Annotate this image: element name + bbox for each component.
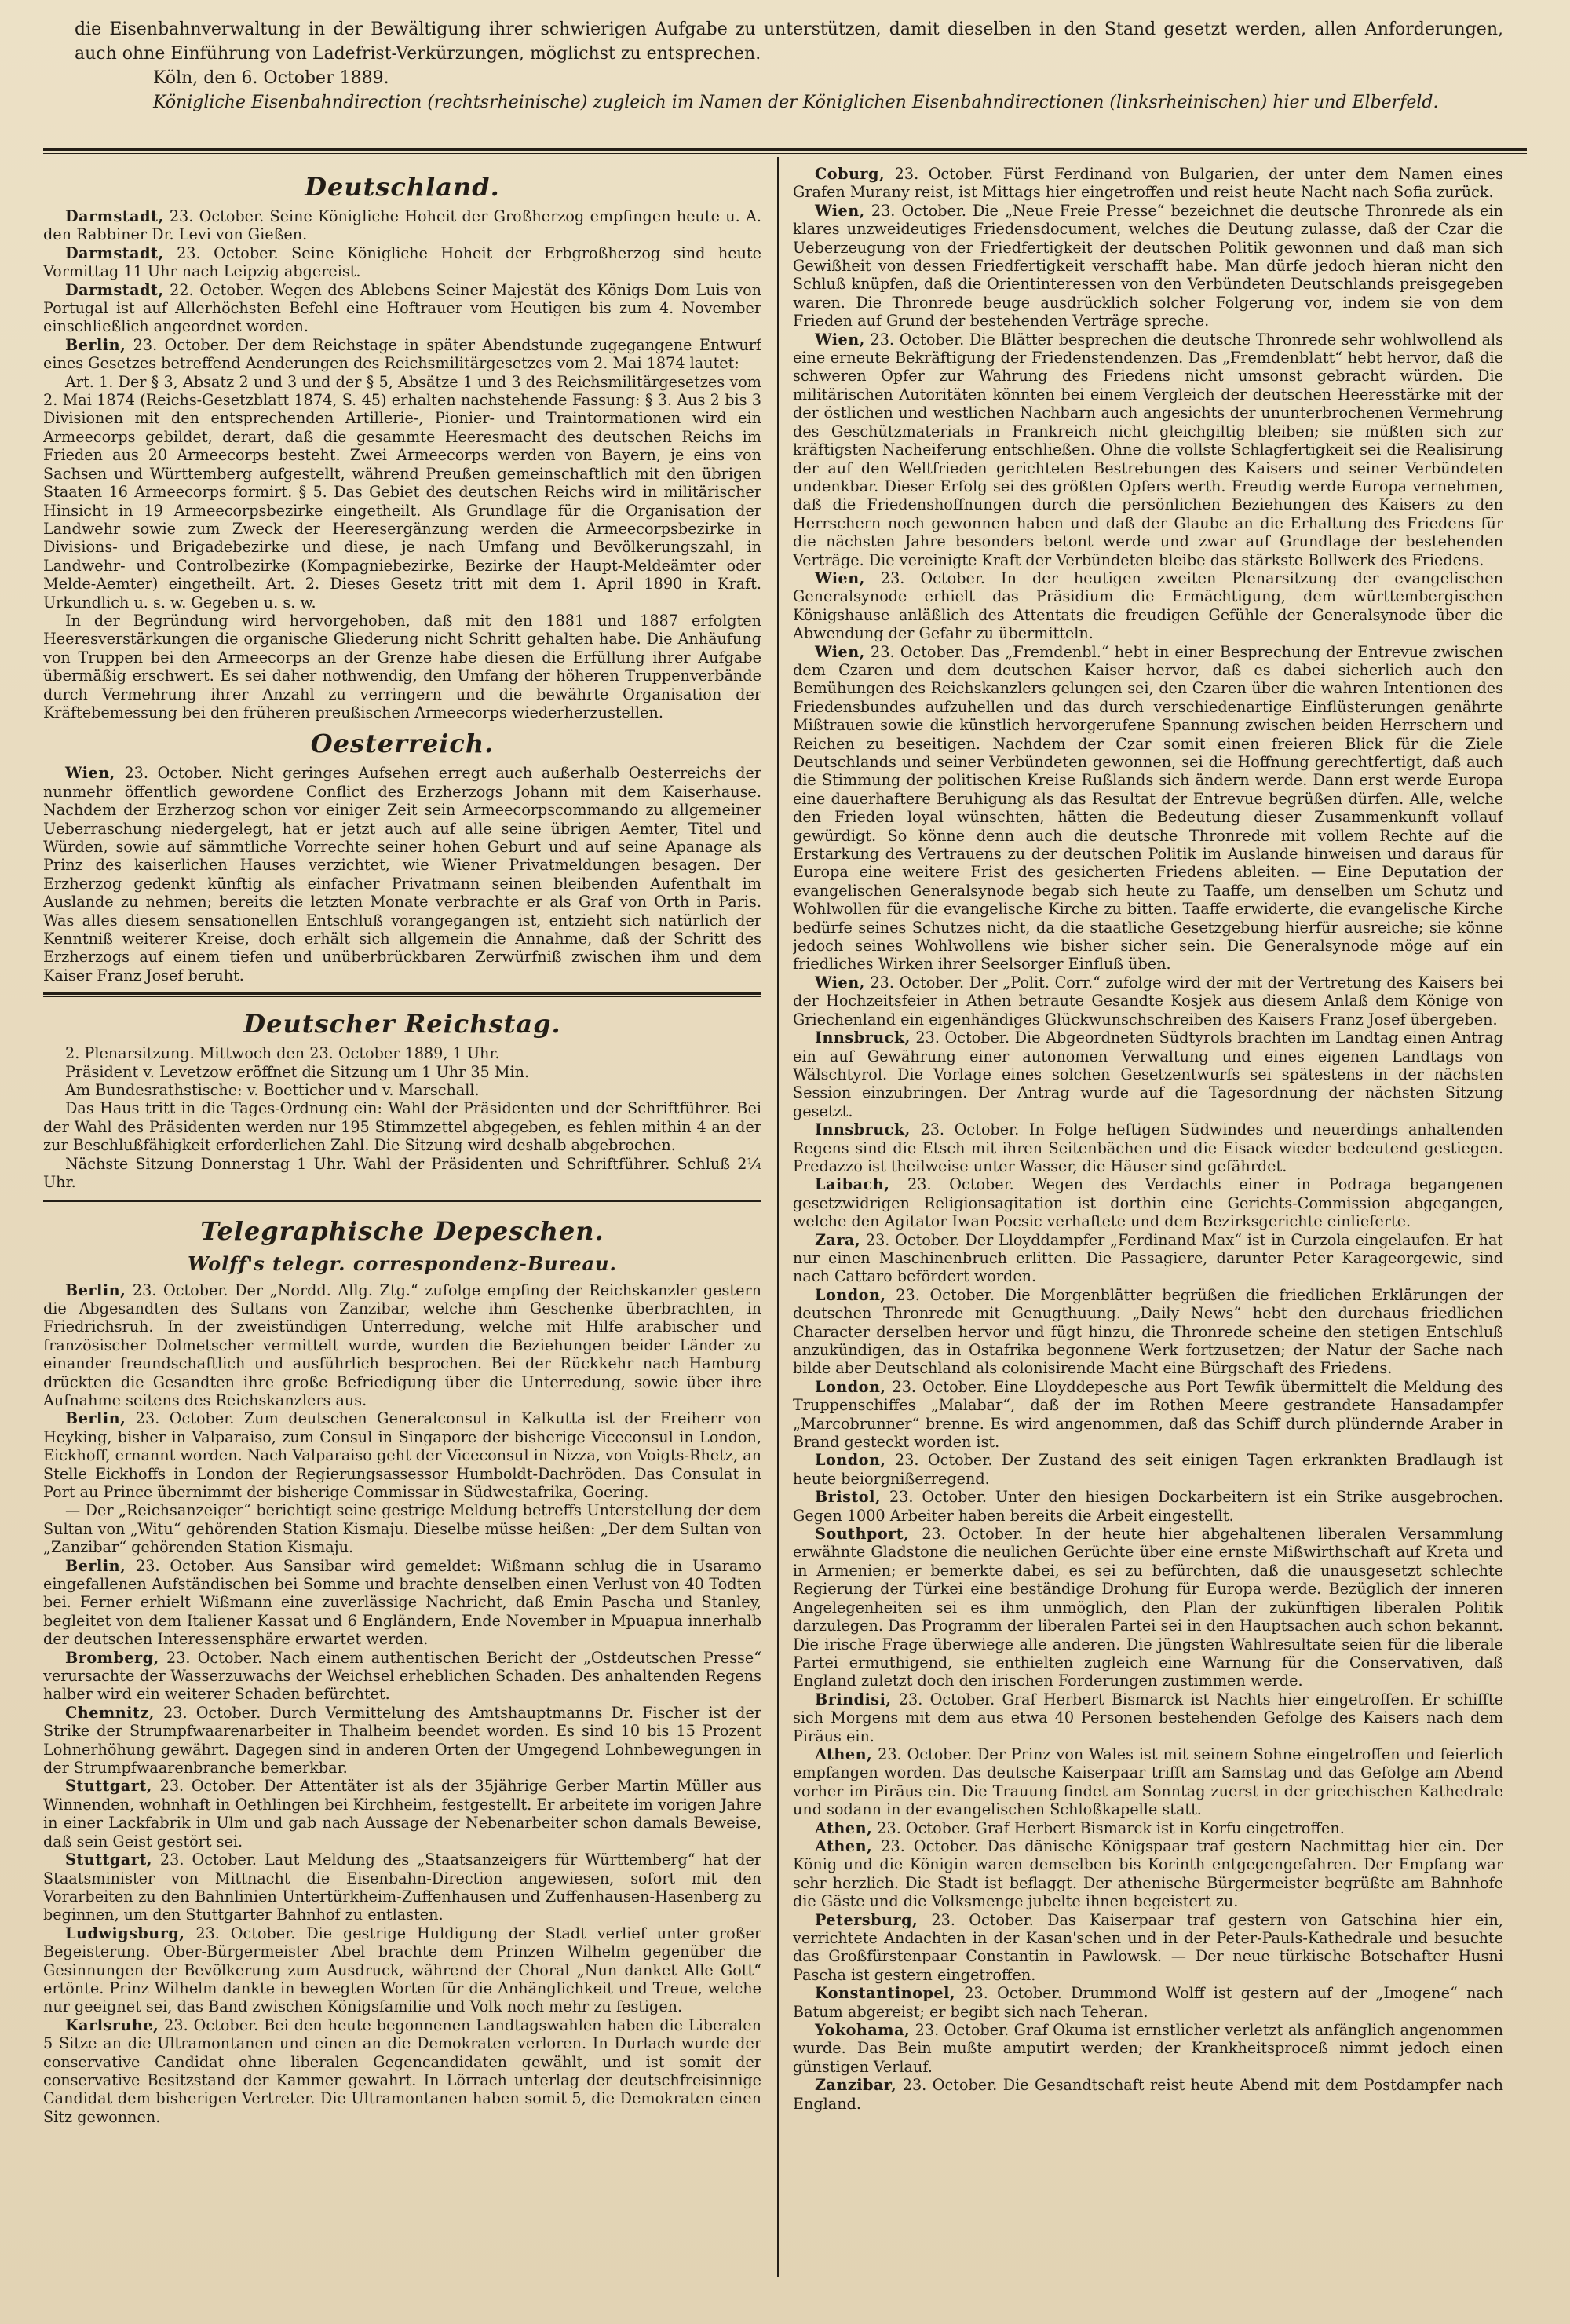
dispatch-place: Konstantinopel, [815,1984,956,2003]
section-heading-deutschland: Deutschland. [305,172,500,202]
dispatch-text: 23. October. Eine Lloyddepesche aus Port Tewfik übermittelt die Meldung des Truppenschiffes „Malabar“, daß der im Rothen Meere gestrandete Hansadampfer „Marcobrunner“ brenne. Es wird angenommen, daß das Schiff durch plündernde Araber in Brand gesteckt worden ist. [793,1377,1503,1452]
dispatch-item [793,569,1503,643]
dispatch-place: London, [815,1285,886,1304]
dispatch-item [43,244,761,281]
dispatch-text: 23. October. Nicht geringes Aufsehen erregt auch außerhalb Oesterreichs der nunmehr öffentlich gewordene Conflict des Erzherzogs Johann mit dem Kaiserhause. Nachdem der Erzherzog schon vor einiger Zeit sein Armeecorpscommando zu allgemeiner Ueberraschung niedergelegt, hat er jetzt auch auf alle seine übrigen Aemter, Titel und Würden, sowie auf sämmtliche Vorrechte seiner hohen Geburt und auf seine Apanage als Prinz des kaiserlichen Hauses verzichtet, wie Wiener Privatmeldungen besagen. Der Erzherzog gedenkt künftig als einfacher Privatmann seinen bleibenden Aufenthalt im Auslande zu nehmen; bereits die letzten Monate verbrachte er als Graf von Orth in Paris. Was alles diesem sensationellen Entschluß vorangegangen ist, entzieht sich natürlich der Kenntniß weiterer Kreise, doch erhält sich allgemein die Annahme, daß der Schritt des Erzherzogs auf einem tiefen und unüberbrückbaren Zerwürfniß zwischen ihm und dem Kaiser Franz Josef beruht. [43,764,761,985]
dispatch-text: 23. October. In der heute hier abgehaltenen liberalen Versammlung erwähnte Gladstone die neulichen Gerüchte über eine ernste Mißwirthschaft auf Kreta und in Armenien; er bemerkte dabei, es sei zu befürchten, daß die unausgesetzt schlechte Regierung der Türkei eine beständige Drohung für Europa werde. Bezüglich der inneren Angelegenheiten sei es ihm unmöglich, den Plan der zukünftigen liberalen Politik darzulegen. Das Programm der liberalen Partei sei in den Hauptsachen auch schon bekannt. Die irische Frage überwiege alle anderen. Die jüngsten Wahlresultate seien für die liberale Partei ermuthigend, sie enthielten zugleich eine Warnung für die Conservativen, daß England zuletzt doch den irischen Forderungen zustimmen werde. [793,1525,1503,1690]
dispatch-place: Athen, [815,1818,873,1837]
dispatch-item [43,1281,761,1410]
dispatch-place: Wien, [65,764,115,783]
reichstag-items [43,1044,761,1191]
dispatch-place: Brindisi, [815,1690,892,1708]
dispatch-item [793,1525,1503,1690]
dispatch-place: Chemnitz, [65,1703,155,1722]
dispatch-place: Zara, [815,1230,861,1249]
dispatch-item [793,1488,1503,1525]
dispatch-place: Innsbruck, [815,1029,911,1047]
reichstag-line: Am Bundesrathstische: v. Boetticher und v. Marschall. [65,1081,480,1100]
telegraph-items [43,1281,761,2127]
dispatch-text: In der Begründung wird hervorgehoben, daß mit den 1881 und 1887 erfolgten Heeresverstärkungen die organische Gliederung nicht Schritt gehalten habe. Die Anhäufung von Truppen bei den Armeecorps an der Grenze habe diesen die Erfüllung ihrer Aufgabe übermäßig erschwert. Es sei daher nothwendig, den Umfang der höheren Truppenverbände durch Vermehrung ihrer Anzahl zu verringern und die bewährte Organisation der Kräftebemessung bei den früheren preußischen Armeecorps wiederherzustellen. [43,611,761,722]
notice-authority: Königliche Eisenbahndirection (rechtsrheinische) zugleich im Namen der Königlichen Eisenbahndirectionen (linksrheinischen) hier und Elberfeld. [153,93,1439,112]
top-notice [75,17,1503,115]
dispatch-place: London, [815,1451,886,1470]
dispatch-text: 23. October. Der Zustand des seit einigen Tagen erkrankten Bradlaugh ist heute beiorgnißerregend. [793,1451,1503,1488]
dispatch-place: Bromberg, [65,1648,159,1667]
dispatch-text: 23. October. Der Attentäter ist als der 35jährige Gerber Martin Müller aus Winnenden, wohnhaft in Oethlingen bei Kirchheim, festgestellt. Er arbeitete im vorigen Jahre in einer Lackfabrik in Ulm und gab nach Aussage der Nebenarbeiter schon damals Beweise, daß sein Geist gestört sei. [43,1777,761,1851]
dispatch-place: Berlin, [65,1281,126,1299]
dispatch-item [793,165,1503,202]
dispatch-place: Berlin, [65,1409,126,1428]
dispatch-item [43,2016,761,2126]
dispatch-item [793,1286,1503,1378]
dispatch-text: 23. October. Laut Meldung des „Staatsanzeigers für Württemberg“ hat der Staatsminister von Mittnacht die Eisenbahn-Direction angewiesen, sofort mit den Vorarbeiten zu den Bahnlinien Untertürkheim-Zuffenhausen und Zuffenhausen-Hasenberg zu beginnen, um den Stuttgarter Bahnhof zu entlasten. [43,1851,761,1924]
dispatch-item [43,1851,761,1924]
dispatch-item [793,1231,1503,1286]
right-column [793,165,1503,2300]
dispatch-place: Berlin, [65,335,126,354]
dispatch-item [793,1911,1503,1985]
dispatch-item [43,1409,761,1501]
dispatch-place: Wien, [815,201,865,220]
dispatch-item [43,764,761,985]
deutschland-items [43,207,761,722]
dispatch-item [43,1557,761,1649]
dispatch-text: 23. October. Fürst Ferdinand von Bulgarien, der unter dem Namen eines Grafen Murany reist, ist Mittags hier eingetroffen und reist heute Nacht nach Sofia zurück. [793,165,1503,202]
left-column [43,165,761,2300]
dispatch-place: Wien, [815,642,865,661]
dispatch-place: Berlin, [65,1556,126,1575]
dispatch-place: Coburg, [815,165,885,183]
dispatch-place: Wien, [815,330,865,349]
dispatch-item [793,202,1503,331]
dispatch-text: 23. October. Nach einem authentischen Bericht der „Ostdeutschen Presse“ verursachte der Wasserzuwachs der Weichsel erheblichen Schaden. Des anhaltenden Regens halber wird ein weiterer Schaden befürchtet. [43,1648,761,1704]
dispatch-item [793,331,1503,569]
dispatch-item [793,1029,1503,1120]
dispatch-item [43,207,761,244]
dispatch-text: 23. October. Aus Sansibar wird gemeldet: Wißmann schlug die in Usaramo eingefallenen Aufständischen bei Somme und brachte denselben einen Verlust von 40 Todten bei. Ferner erhielt Wißmann eine zuverlässige Nachricht, daß Emin Pascha und Stanley, begleitet von dem Italiener Kassat und 6 Engländern, Ende November in Mpuapua innerhalb der deutschen Interessensphäre erwartet werden. [43,1556,761,1649]
dispatch-place: Wien, [815,973,865,992]
dispatch-text: 23. October. Drummond Wolff ist gestern auf der „Imogene“ nach Batum abgereist; er begibt sich nach Teheran. [793,1984,1503,2021]
dispatch-place: Darmstadt, [65,280,164,299]
dispatch-text: 23. October. Die Blätter besprechen die deutsche Thronrede sehr wohlwollend als eine erneute Bekräftigung der Friedenstendenzen. Das „Fremdenblatt“ hebt hervor, daß die schweren Opfer zur Wahrung des Friedens nicht umsonst gebracht würden. Die militärischen Autoritäten könnten bei einem Vergleich der deutschen Heeresstärke mit der der östlichen und westlichen Nachbarn auch angesichts der ununterbrochenen Vermehrung des Geschützmaterials in Frankreich nicht gleichgiltig bleiben; sie müßten sich zur kräftigsten Nacheiferung entschließen. Ohne die vollste Schlagfertigkeit sei die Realisirung der auf den Weltfrieden gerichteten Bestrebungen des Kaisers und seiner Verbündeten undenkbar. Dieser Erfolg sei des größten Opfers werth. Freudig werde Europa vernehmen, daß die Friedenshoffnungen durch die persönlichen Beziehungen des Kaisers zu den Herrschern noch gewonnen haben und daß der Glaube an die Erhaltung des Friedens für die nächsten Jahre besonders betont werde und zwar auf Grundlage der bestehenden Verträge. Die vereinigte Kraft der Verbündeten bleibe das stärkste Bollwerk des Friedens. [793,330,1503,569]
dispatch-place: Darmstadt, [65,207,164,225]
right-items [793,165,1503,2113]
dispatch-item [793,2076,1503,2113]
dispatch-text: 23. October. Graf Herbert Bismarck ist in Korfu eingetroffen. [872,1818,1345,1837]
reichstag-line: Präsident v. Levetzow eröffnet die Sitzung um 1 Uhr 35 Min. [65,1062,530,1081]
dispatch-text: 23. October. Zum deutschen Generalconsul in Kalkutta ist der Freiherr von Heyking, bisher in Valparaiso, zum Consul in Singapore der bisherige Viceconsul in London, Eickhoff, ernannt worden. Nach Valparaiso geht der Viceconsul in Nizza, von Voigts-Rhetz, an Stelle Eickhoffs in London der Regierungsassessor Humboldt-Dachröden. Das Consulat in Port au Prince übernimmt der bisherige Commissar in Südwestafrika, Goering. [43,1409,761,1501]
dispatch-place: Stuttgart, [65,1851,152,1869]
dispatch-place: Ludwigsburg, [65,1924,185,1942]
dispatch-item [43,373,761,612]
dispatch-text: 23. October. Der „Nordd. Allg. Ztg.“ zufolge empfing der Reichskanzler gestern die Abgesandten des Sultans von Zanzibar, welche ihm Geschenke überbrachten, in Friedrichsruh. In der zweistündigen Unterredung, welche mit Hilfe arabischer und französischer Dolmetscher vermittelt wurde, wurden die Beziehungen beider Länder zu einander freundschaftlich und ausführlich besprochen. Bei der Rückkehr nach Hamburg drückten die Gesandten ihre große Befriedigung über die Unterredung, sowie über ihre Aufnahme seitens des Reichskanzlers aus. [43,1281,761,1409]
dispatch-place: Athen, [815,1745,873,1763]
dispatch-item [43,1924,761,2016]
dispatch-item [43,1777,761,1851]
notice-text: die Eisenbahnverwaltung in der Bewältigung ihrer schwierigen Aufgabe zu unterstützen, damit dieselben in den Stand gesetzt werden, allen Anforderungen, auch ohne Einführung von Ladefrist-Verkürzungen, möglichst zu entsprechen. [75,20,1503,64]
section-heading-reichstag: Deutscher Reichstag. [243,1009,561,1040]
dispatch-text: 23. October. Seine Königliche Hoheit der Erbgroßherzog sind heute Vormittag 11 Uhr nach Leipzig abgereist. [43,243,761,281]
dispatch-text: 23. October. In Folge heftigen Südwindes und neuerdings anhaltenden Regens sind die Etsch mit ihren Seitenbächen und die Eisack wieder bedeutend gestiegen. Predazzo ist theilweise unter Wasser, die Häuser sind gefährdet. [793,1120,1503,1175]
dispatch-item [793,1745,1503,1819]
dispatch-text: 23. October. Die Gesandtschaft reist heute Abend mit dem Postdampfer nach England. [793,2076,1503,2113]
dispatch-place: Yokohama, [815,2021,911,2040]
dispatch-text: 23. October. Der dem Reichstage in später Abendstunde zugegangene Entwurf eines Gesetzes betreffend Aenderungen des Reichsmilitärgesetzes vom 2. Mai 1874 lautet: [43,335,761,373]
dispatch-item [793,1984,1503,2021]
dispatch-place: Darmstadt, [65,243,164,262]
dispatch-item [793,1690,1503,1745]
dispatch-text: 23. October. Wegen des Verdachts einer in Podraga begangenen gesetzwidrigen Religionsagitation ist dorthin eine Gerichts-Commission abgegangen, welche den Agitator Iwan Pocsic verhaftete und dem Bezirksgerichte einlieferte. [793,1175,1503,1231]
dispatch-place: Zanzibar, [815,2076,897,2095]
dispatch-text: 23. October. Seine Königliche Hoheit der Großherzog empfingen heute u. A. den Rabbiner Dr. Levi von Gießen. [43,207,761,244]
dispatch-item [793,2021,1503,2076]
dispatch-place: Stuttgart, [65,1777,152,1796]
dispatch-item [793,1175,1503,1230]
dispatch-text: 23. October. Das dänische Königspaar traf gestern Nachmittag hier ein. Der König und die Königin waren demselben bis Korinth entgegengefahren. Der Empfang war sehr herzlich. Die Stadt ist beflaggt. Der athenische Bürgermeister begrüßte am Bahnhofe die Gäste und die Volksmenge jubelte ihnen begeistert zu. [793,1836,1503,1911]
dispatch-text: 23. October. Durch Vermittelung des Amtshauptmanns Dr. Fischer ist der Strike der Strumpfwaarenarbeiter in Thalheim beendet worden. Es sind 10 bis 15 Prozent Lohnerhöhung gewährt. Dagegen sind in anderen Orten der Umgegend Lohnbewegungen in der Strumpfwaarenbranche bemerkbar. [43,1703,761,1778]
dispatch-item [793,974,1503,1029]
dispatch-item [43,1501,761,1556]
section-heading-oesterreich: Oesterreich. [310,729,495,759]
dispatch-place: Wien, [815,568,865,587]
dispatch-place: Petersburg, [815,1910,918,1929]
dispatch-item [793,1837,1503,1911]
dispatch-item [793,1378,1503,1452]
reichstag-line: 2. Plenarsitzung. Mittwoch den 23. October 1889, 1 Uhr. [65,1044,500,1063]
dispatch-text: Art. 1. Der § 3, Absatz 2 und 3 und der § 5, Absätze 1 und 3 des Reichsmilitärgesetzes vom 2. Mai 1874 (Reichs-Gesetzblatt 1874, S. 45) erhalten nachstehende Fassung: § 3. Aus 2 bis 3 Divisionen mit den entsprechenden Artillerie-, Pionier- und Traintormationen wird ein Armeecorps gebildet, derart, daß die gesammte Heeresmacht des deutschen Reichs im Frieden aus 20 Armeecorps besteht. Zwei Armeecorps werden von Bayern, je eins von Sachsen und Württemberg aufgestellt, während Preußen gemeinschaftlich mit den übrigen Staaten 16 Armeecorps formirt. § 5. Das Gebiet des deutschen Reichs wird in militärischer Hinsicht in 19 Armeecorpsbezirke eingetheilt. Als Grundlage für die Organisation der Landwehr sowie zum Zweck der Heeresergänzung werden die Armeecorpsbezirke in Divisions- und Brigadebezirke und diese, je nach Umfang und Bevölkerungszahl, in Landwehr- und Controlbezirke (Kompagniebezirke, Bezirke der Haupt-Meldeämter oder Melde-Aemter) eingetheilt. Art. 2. Dieses Gesetz tritt mit dem 1. April 1890 in Kraft. Urkundlich u. s. w. Gegeben u. s. w. [43,372,761,612]
dispatch-item [793,1120,1503,1175]
dispatch-text: — Der „Reichsanzeiger“ berichtigt seine gestrige Meldung betreffs Unterstellung der dem Sultan von „Witu“ gehörenden Station Kismaju. Dieselbe müsse heißen: „Der dem Sultan von „Zanzibar“ gehörenden Station Kismaju. [43,1501,761,1557]
dispatch-item [43,281,761,336]
dispatch-text: 23. October. Graf Herbert Bismarck ist Nachts hier eingetroffen. Er schiffte sich Morgens mit dem aus etwa 40 Personen bestehenden Gefolge des Kaisers nach dem Piräus ein. [793,1690,1503,1745]
dispatch-text: 23. October. Die „Neue Freie Presse“ bezeichnet die deutsche Thronrede als ein klares unzweideutiges Friedensdocument, welches die Deutung zulasse, daß der Czar die Ueberzeugung von der Friedfertigkeit der deutschen Politik gewonnen und daß man sich Gewißheit von dessen Friedfertigkeit verschafft habe. Man dürfe jedoch hieran nicht den Schluß knüpfen, daß die Orientinteressen von den Verbündeten Deutschlands preisgegeben waren. Die Thronrede beuge ausdrücklich solcher Folgerung vor, indem sie von dem Frieden auf Grund der bestehenden Verträge spreche. [793,201,1503,331]
section-rule [43,1200,761,1204]
column-divider [777,157,779,2277]
dispatch-text: 23. October. Die Morgenblätter begrüßen die friedlichen Erklärungen der deutschen Thronrede mit Genugthuung. „Daily News“ hebt den durchaus friedlichen Character derselben hervor und fügt hinzu, die Thronrede scheine den stetigen Entschluß anzukündigen, das in Ostafrika begonnene Werk fortzusetzen; der Natur der Sache nach bilde aber Deutschland als colonisirende Macht eine Bürgschaft des Friedens. [793,1285,1503,1378]
dispatch-place: Southport, [815,1525,910,1544]
dispatch-text: 23. October. Der „Polit. Corr.“ zufolge wird der mit der Vertretung des Kaisers bei der Hochzeitsfeier in Athen betraute Gesandte Kosjek aus diesem Anlaß dem Könige von Griechenland ein eigenhändiges Glückwunschschreiben des Kaisers Franz Josef übergeben. [793,973,1503,1029]
notice-place-date: Köln, den 6. October 1889. [153,68,389,88]
dispatch-place: London, [815,1377,886,1396]
dispatch-text: 23. October. Bei den heute begonnenen Landtagswahlen haben die Liberalen 5 Sitze an die Ultramontanen und einen an die Demokraten verloren. In Durlach wurde der conservative Candidat ohne liberalen Gegencandidaten gewählt, und ist somit der conservative Besitzstand der Kammer gewahrt. In Lörrach unterlag der deutschfreisinnige Candidat dem bisherigen Vertreter. Die Ultramontanen haben somit 5, die Demokraten einen Sitz gewonnen. [43,2015,761,2126]
dispatch-item [793,1451,1503,1488]
subheading-wolff: Wolff's telegr. correspondenz-Bureau. [188,1252,617,1275]
dispatch-item [43,1649,761,1704]
dispatch-item [43,1704,761,1778]
dispatch-text: 23. October. Der Prinz von Wales ist mit seinem Sohne eingetroffen und feierlich empfangen worden. Das deutsche Kaiserpaar trifft am Samstag und das Gefolge am Abend vorher im Piräus ein. Die Trauung findet am Sonntag zuerst in der griechischen Kathedrale und sodann in der evangelischen Schloßkapelle statt. [793,1745,1503,1819]
dispatch-text: 23. October. Das „Fremdenbl.“ hebt in einer Besprechung der Entrevue zwischen dem Czaren und dem deutschen Kaiser hervor, daß es dabei sicherlich auch den Bemühungen des Reichskanzlers gelungen sei, den Czaren über die wahren Intentionen des Friedensbundes aufzuhellen und das durch verschiedenartige Einflüsterungen genährte Mißtrauen sowie die künstlich hervorgerufene Spannung zwischen beiden Herrschern und Reichen zu beseitigen. Nachdem der Czar somit einen freieren Blick für die Ziele Deutschlands und seiner Verbündeten gewonnen, sei die Hoffnung gerechtfertigt, daß auch die Stimmung der politischen Kreise Rußlands sich ändern werde. Dann erst werde Europa eine dauerhaftere Beruhigung als das Resultat der Entrevue begrüßen dürfen. Alle, welche den Frieden loyal wünschten, hätten die Bedeutung dieser Zusammenkunft vollauf gewürdigt. So könne denn auch die deutsche Thronrede mit vollem Rechte auf die Erstarkung des Vertrauens zu der deutschen Politik im Auslande hinweisen und daraus für Europa eine weitere Frist des gesicherten Friedens ableiten. — Eine Deputation der evangelischen Generalsynode begab sich heute zu Taaffe, um denselben um Schutz und Wohlwollen für die evangelische Kirche zu bitten. Taaffe erwiderte, die evangelische Kirche bedürfe seines Schutzes nicht, da die staatliche Gesetzgebung hierfür ausreiche; sie könne jedoch seines Wohlwollens wie bisher sicher sein. Die Generalsynode möge auf ein friedliches Wirken ihrer Seelsorger Einfluß üben. [793,642,1503,974]
section-heading-telegraph: Telegraphische Depeschen. [200,1215,604,1246]
dispatch-place: Laibach, [815,1175,890,1194]
dispatch-item [793,643,1503,974]
dispatch-item [43,336,761,373]
dispatch-text: 23. October. Graf Okuma ist ernstlicher verletzt als anfänglich angenommen wurde. Das Bein mußte amputirt werden; der Krankheitsproceß nimmt jedoch einen günstigen Verlauf. [793,2021,1503,2076]
dispatch-text: 23. October. Das Kaiserpaar traf gestern von Gatschina hier ein, verrichtete Andachten in der Kasan'schen und in der Peter-Pauls-Kathedrale und besuchte das Großfürstenpaar Constantin in Pawlowsk. — Der neue türkische Botschafter Husni Pascha ist gestern eingetroffen. [793,1910,1503,1984]
dispatch-item [43,612,761,722]
oesterreich-items [43,764,761,985]
reichstag-line: Das Haus tritt in die Tages-Ordnung ein: Wahl der Präsidenten und der Schriftführer. Bei der Wahl des Präsidenten werden nur 195 Stimmzettel abgegeben, es fehlen mithin 4 an der zur Beschlußfähigkeit erforderlichen Zahl. Die Sitzung wird deshalb abgebrochen. [43,1099,761,1155]
dispatch-text: 23. October. Unter den hiesigen Dockarbeitern ist ein Strike ausgebrochen. Gegen 1000 Arbeiter haben bereits die Arbeit eingestellt. [793,1488,1503,1525]
dispatch-place: Karlsruhe, [65,2015,159,2034]
top-rule [43,148,1527,154]
dispatch-text: 22. October. Wegen des Ablebens Seiner Majestät des Königs Dom Luis von Portugal ist auf Allerhöchsten Befehl eine Hoftrauer vom Heutigen bis zum 4. November einschließlich angeordnet worden. [43,280,761,336]
dispatch-place: Innsbruck, [815,1120,911,1139]
dispatch-text: 23. October. In der heutigen zweiten Plenarsitzung der evangelischen Generalsynode erhielt das Präsidium die Ermächtigung, dem württembergischen Königshause anläßlich des Attentats die freudigen Gefühle der Generalsynode über die Abwendung der Gefahr zu übermitteln. [793,568,1503,643]
dispatch-place: Athen, [815,1836,873,1855]
section-rule [43,992,761,997]
dispatch-item [793,1819,1503,1837]
dispatch-text: 23. October. Die Abgeordneten Südtyrols brachten im Landtag einen Antrag ein auf Gewährung einer autonomen Verwaltung und eines eigenen Landtags von Wälschtyrol. Die Vorlage eines solchen Gesetzentwurfs sei spätestens in der nächsten Session einzubringen. Der Antrag wurde auf die Tagesordnung der nächsten Sitzung gesetzt. [793,1029,1503,1120]
dispatch-place: Bristol, [815,1488,882,1507]
reichstag-line: Nächste Sitzung Donnerstag 1 Uhr. Wahl der Präsidenten und Schriftführer. Schluß 2¼ Uhr. [43,1154,761,1192]
dispatch-text: 23. October. Der Lloyddampfer „Ferdinand Max“ ist in Curzola eingelaufen. Er hat nur einen Maschinenbruch erlitten. Die Passagiere, darunter Peter Karageorgewic, sind nach Cattaro befördert worden. [793,1230,1503,1286]
dispatch-text: 23. October. Die gestrige Huldigung der Stadt verlief unter großer Begeisterung. Ober-Bürgermeister Abel brachte dem Prinzen Wilhelm gegenüber die Gesinnungen der Bevölkerung zum Ausdruck, während der Choral „Nun danket Alle Gott“ ertönte. Prinz Wilhelm dankte in bewegten Worten für die Anhänglichkeit und Treue, welche nur geeignet sei, das Band zwischen Königsfamilie und Volk noch mehr zu festigen. [43,1924,761,2016]
